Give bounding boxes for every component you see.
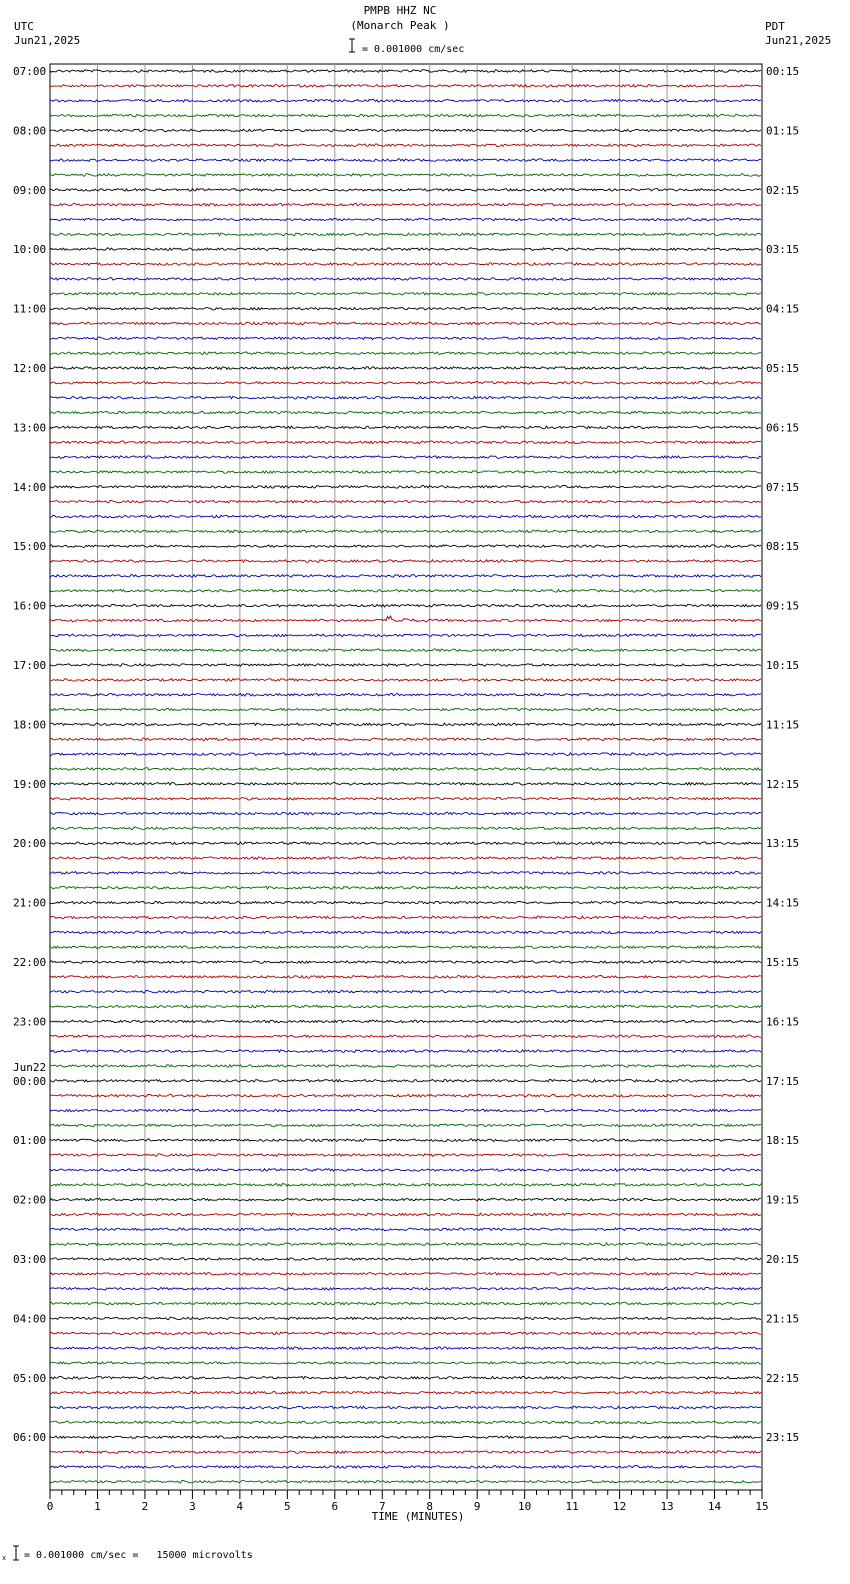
utc-hour-label: 00:00: [13, 1074, 47, 1088]
utc-hour-label: 22:00: [13, 956, 47, 969]
seismic-trace: [50, 426, 761, 429]
utc-hour-label: 06:00: [13, 1431, 47, 1445]
seismic-trace: [50, 456, 761, 459]
svg-text:x: x: [2, 1554, 7, 1562]
seismic-trace: [50, 486, 761, 489]
seismic-trace: [50, 872, 761, 875]
seismic-trace: [50, 1154, 761, 1157]
seismic-trace: [50, 797, 761, 800]
seismic-trace: [50, 1451, 761, 1454]
seismic-trace: [50, 1347, 761, 1350]
x-tick-label: 14: [707, 1500, 722, 1513]
seismic-trace: [50, 1139, 761, 1142]
x-tick-label: 10: [518, 1500, 532, 1513]
seismic-trace: [50, 530, 761, 533]
seismic-trace: [50, 411, 761, 414]
x-axis-title: TIME (MINUTES): [371, 1510, 465, 1523]
pdt-hour-label: 12:15: [766, 777, 800, 791]
seismic-trace: [50, 159, 761, 162]
pdt-hour-label: 05:15: [766, 362, 800, 375]
x-tick-label: 4: [236, 1500, 244, 1513]
utc-hour-label: 15:00: [13, 540, 47, 554]
seismic-trace: [50, 85, 761, 88]
utc-hour-label: 14:00: [13, 480, 47, 494]
seismic-trace: [50, 664, 761, 667]
pdt-hour-label: 16:15: [766, 1015, 800, 1029]
seismic-trace: [50, 203, 761, 206]
left-timezone: UTC: [14, 20, 34, 33]
pdt-hour-label: 20:15: [766, 1253, 800, 1266]
seismic-trace: [50, 708, 761, 711]
x-tick-label: 12: [612, 1500, 627, 1513]
x-tick-label: 9: [473, 1500, 481, 1513]
seismic-trace: [50, 1035, 761, 1038]
seismic-trace: [50, 916, 761, 919]
seismic-trace: [50, 589, 761, 592]
seismic-trace: [50, 693, 761, 696]
x-tick-label: 5: [284, 1500, 291, 1513]
seismic-trace: [50, 1421, 761, 1424]
seismic-trace: [50, 842, 761, 845]
seismic-trace: [50, 1213, 761, 1216]
x-tick-label: 13: [660, 1500, 674, 1513]
pdt-hour-label: 03:15: [766, 243, 800, 257]
pdt-hour-label: 07:15: [766, 480, 800, 494]
plot-frame: [50, 64, 762, 1490]
utc-hour-label: 17:00: [13, 659, 47, 672]
seismic-trace: [50, 783, 761, 786]
seismic-trace: [50, 1109, 761, 1112]
x-tick-label: 8: [426, 1500, 434, 1513]
seismic-trace: [50, 1065, 761, 1068]
seismic-trace: [50, 1183, 761, 1186]
seismic-trace: [50, 1332, 761, 1335]
utc-hour-label: 21:00: [13, 896, 47, 910]
pdt-hour-label: 08:15: [766, 540, 800, 554]
x-tick-label: 11: [565, 1500, 579, 1513]
utc-hour-label: 11:00: [13, 302, 47, 316]
seismic-trace: [50, 931, 761, 934]
utc-hour-label: 20:00: [13, 837, 47, 851]
pdt-hour-label: 19:15: [766, 1193, 800, 1207]
seismic-trace: [50, 575, 761, 578]
utc-hour-label: 18:00: [13, 718, 47, 732]
utc-hour-label: 03:00: [13, 1253, 47, 1266]
seismic-trace: [50, 441, 761, 444]
footer-scale-icon: [2, 1545, 24, 1563]
seismic-trace: [50, 812, 761, 815]
seismic-trace: [50, 1406, 761, 1409]
seismic-trace: [50, 649, 761, 652]
utc-hour-label: 04:00: [13, 1312, 47, 1326]
utc-hour-label: 16:00: [13, 599, 47, 613]
seismic-trace: [50, 500, 761, 503]
seismic-trace: [50, 1466, 761, 1469]
seismic-trace: [50, 1124, 761, 1127]
pdt-hour-label: 06:15: [766, 421, 800, 435]
seismic-trace: [50, 1317, 761, 1320]
x-tick-label: 1: [94, 1500, 101, 1513]
seismic-trace: [50, 1287, 761, 1290]
seismic-trace: [50, 738, 761, 741]
seismic-trace: [50, 1005, 761, 1008]
seismic-trace: [50, 233, 761, 236]
seismic-trace: [50, 753, 761, 756]
seismic-trace: [50, 322, 761, 325]
utc-hour-label: 19:00: [13, 777, 47, 791]
pdt-hour-label: 14:15: [766, 896, 800, 910]
seismic-trace: [50, 174, 761, 177]
seismic-trace: [50, 1050, 761, 1053]
seismic-trace: [50, 616, 761, 622]
left-date: Jun21,2025: [14, 34, 81, 47]
seismic-trace: [50, 1302, 761, 1305]
right-date: Jun21,2025: [765, 34, 832, 47]
seismic-trace: [50, 70, 761, 73]
date-change-label: Jun22: [13, 1060, 47, 1074]
pdt-hour-label: 13:15: [766, 837, 800, 851]
seismic-trace: [50, 307, 761, 310]
seismic-trace: [50, 1436, 761, 1439]
utc-hour-label: 12:00: [13, 362, 47, 375]
seismic-trace: [50, 278, 761, 281]
seismic-trace: [50, 1391, 761, 1394]
seismic-trace: [50, 352, 761, 355]
x-tick-label: 2: [141, 1500, 149, 1513]
utc-hour-label: 07:00: [13, 65, 47, 78]
x-tick-label: 6: [331, 1500, 339, 1513]
seismic-trace: [50, 946, 761, 949]
seismic-trace: [50, 1362, 761, 1365]
seismic-trace: [50, 367, 761, 370]
seismic-trace: [50, 1169, 761, 1172]
seismic-trace: [50, 515, 761, 518]
seismic-trace: [50, 768, 761, 771]
seismic-trace: [50, 560, 761, 563]
utc-hour-label: 01:00: [13, 1134, 47, 1148]
scale-label: = 0.001000 cm/sec: [362, 44, 465, 55]
seismic-trace: [50, 1198, 761, 1201]
seismic-trace: [50, 218, 761, 221]
footer-scale-note: = 0.001000 cm/sec = 15000 microvolts: [24, 1550, 253, 1561]
pdt-hour-label: 15:15: [766, 956, 800, 969]
pdt-hour-label: 18:15: [766, 1134, 800, 1148]
seismic-trace: [50, 129, 761, 132]
seismic-trace: [50, 144, 761, 147]
seismic-trace: [50, 1258, 761, 1261]
pdt-hour-label: 01:15: [766, 124, 800, 138]
seismic-trace: [50, 1020, 761, 1023]
seismic-trace: [50, 292, 761, 295]
utc-hour-label: 23:00: [13, 1015, 47, 1029]
seismic-trace: [50, 634, 761, 637]
x-tick-label: 0: [46, 1500, 54, 1513]
utc-hour-label: 08:00: [13, 124, 47, 138]
pdt-hour-label: 02:15: [766, 183, 800, 197]
utc-hour-label: 13:00: [13, 421, 47, 435]
seismic-trace: [50, 604, 761, 607]
seismic-trace: [50, 990, 761, 993]
seismic-trace: [50, 1273, 761, 1276]
seismic-trace: [50, 1376, 761, 1379]
right-timezone: PDT: [765, 20, 785, 33]
seismic-trace: [50, 827, 761, 830]
seismic-trace: [50, 189, 761, 192]
seismic-trace: [50, 976, 761, 979]
seismic-trace: [50, 114, 761, 117]
seismic-trace: [50, 886, 761, 889]
seismic-trace: [50, 337, 761, 340]
seismic-trace: [50, 1228, 761, 1231]
pdt-hour-label: 23:15: [766, 1431, 800, 1445]
seismic-trace: [50, 723, 761, 726]
seismic-trace: [50, 545, 761, 548]
utc-hour-label: 05:00: [13, 1371, 47, 1385]
seismic-trace: [50, 1243, 761, 1246]
seismic-trace: [50, 1080, 761, 1083]
seismic-trace: [50, 248, 761, 251]
utc-hour-label: 09:00: [13, 183, 47, 197]
seismic-trace: [50, 263, 761, 266]
x-tick-label: 3: [189, 1500, 196, 1513]
x-tick-label: 15: [755, 1500, 769, 1513]
pdt-hour-label: 22:15: [766, 1371, 800, 1385]
pdt-hour-label: 04:15: [766, 302, 800, 316]
seismic-trace: [50, 679, 761, 682]
seismic-trace: [50, 857, 761, 860]
seismic-trace: [50, 382, 761, 385]
x-tick-label: 7: [378, 1500, 386, 1513]
pdt-hour-label: 09:15: [766, 599, 800, 613]
pdt-hour-label: 17:15: [766, 1074, 800, 1088]
seismic-trace: [50, 901, 761, 904]
seismic-trace: [50, 1480, 761, 1483]
seismic-trace: [50, 471, 761, 474]
seismic-trace: [50, 99, 761, 102]
utc-hour-label: 02:00: [13, 1193, 47, 1207]
utc-hour-label: 10:00: [13, 243, 47, 257]
seismic-trace: [50, 1094, 761, 1097]
pdt-hour-label: 10:15: [766, 659, 800, 672]
pdt-hour-label: 00:15: [766, 65, 800, 78]
station-title: PMPB HHZ NC: [363, 4, 437, 17]
pdt-hour-label: 21:15: [766, 1312, 800, 1326]
seismic-trace: [50, 396, 761, 399]
seismic-trace: [50, 961, 761, 964]
station-location: (Monarch Peak ): [350, 19, 450, 32]
pdt-hour-label: 11:15: [766, 718, 800, 732]
